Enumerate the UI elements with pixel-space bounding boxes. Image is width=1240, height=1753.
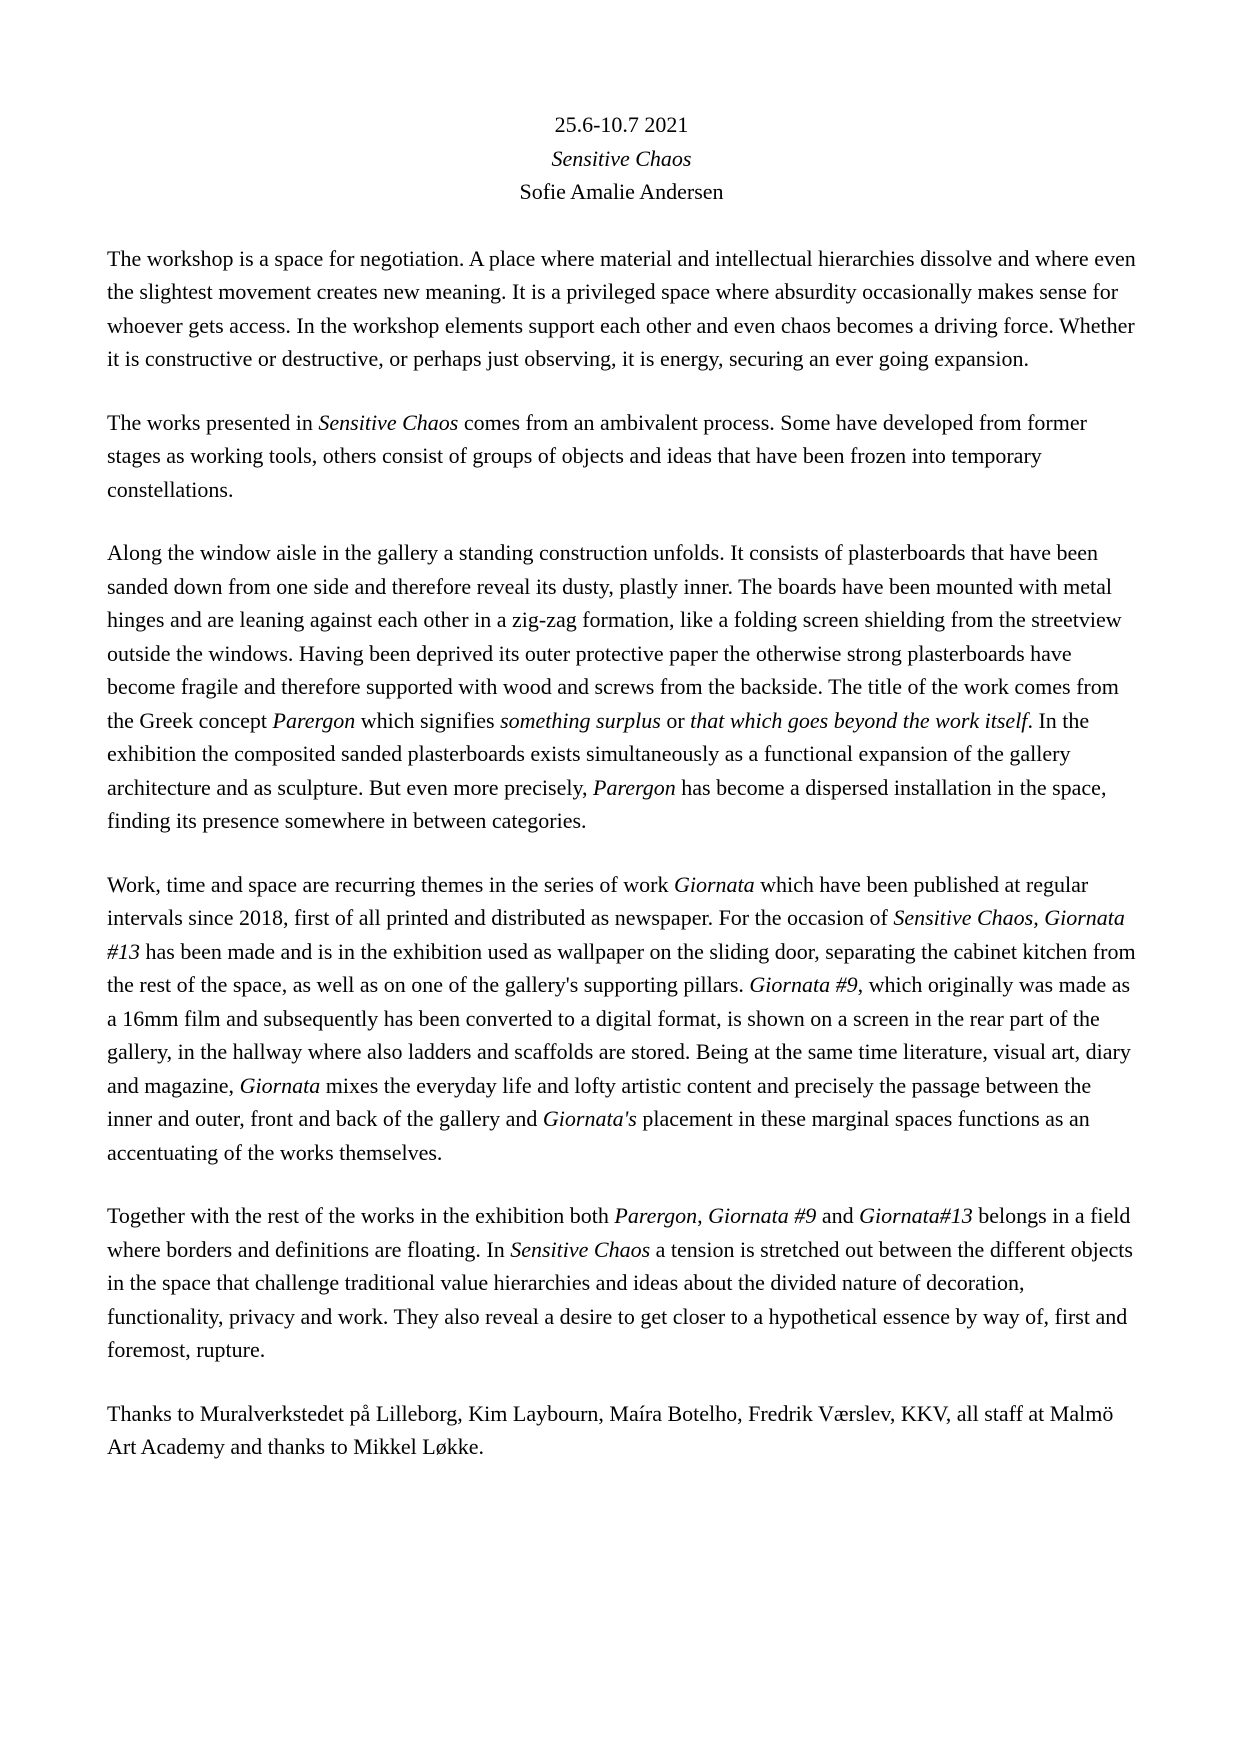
text-run: mixes the everyday life and lofty artistic content and precisely the passage between the inner and outer, front and back of the gallery and bbox=[107, 1072, 1092, 1131]
paragraph-works-presented bbox=[107, 406, 1136, 507]
text-run: placement in these marginal spaces functions as an accentuating of the works themselves. bbox=[107, 1106, 1090, 1165]
text-run: comes from an ambivalent process. Some have developed from former stages as working tools, others consist of groups of objects and ideas that have been frozen into temporary constellations. bbox=[107, 409, 1087, 502]
paragraph-exhibition-field bbox=[107, 1199, 1136, 1367]
italic-text-run: Giornata bbox=[673, 871, 755, 897]
text-run: . In the exhibition the composited sanded plasterboards exists simultaneously as a functional expansion of the gallery architecture and as sculpture. But even more precisely, bbox=[107, 707, 1090, 800]
text-run: has been made and is in the exhibition used as wallpaper on the sliding door, separating the cabinet kitchen from the rest of the space, as well as on one of the gallery's supporting pillars. bbox=[107, 938, 1136, 997]
italic-text-run: Giornata#13 bbox=[859, 1203, 973, 1228]
italic-text-run: Parergon bbox=[272, 707, 356, 733]
italic-text-run: Parergon bbox=[593, 774, 676, 800]
italic-text-run: Sensitive Chaos bbox=[510, 1236, 651, 1262]
italic-text-run: Giornata #9 bbox=[708, 1203, 817, 1228]
italic-text-run: Sensitive Chaos, Giornata #13 bbox=[107, 905, 1125, 964]
text-run: which signifies bbox=[355, 707, 501, 733]
italic-text-run: Giornata bbox=[239, 1072, 321, 1098]
text-run: , bbox=[697, 1203, 709, 1228]
text-run: Along the window aisle in the gallery a standing construction unfolds. It consists of plasterboards that have been sanded down from one side and therefore reveal its dusty, plastly inner. The boards have been mounted with metal hinges and are leaning against each other in a zig-zag formation, like a folding screen shielding from the streetview outside the windows. Having been deprived its outer protective paper the otherwise strong plasterboards have become fragile and therefore supported with wood and screws from the backside. The title of the work comes from the Greek concept bbox=[107, 540, 1122, 733]
exhibition-title: Sensitive Chaos bbox=[551, 145, 692, 171]
italic-text-run: Giornata's bbox=[542, 1106, 637, 1131]
document-header bbox=[107, 108, 1136, 209]
artist-name: Sofie Amalie Andersen bbox=[519, 179, 724, 204]
text-run: a tension is stretched out between the different objects in the space that challenge traditional value hierarchies and ideas about the divided nature of decoration, functionality, privacy and work. They also reveal a desire to get closer to a hypothetical essence by way of, first and foremost, rupture. bbox=[107, 1236, 1133, 1362]
italic-text-run: Parergon bbox=[614, 1203, 698, 1228]
paragraph-parergon bbox=[107, 536, 1136, 838]
italic-text-run: something surplus bbox=[500, 707, 661, 733]
italic-text-run: that which goes beyond the work itself bbox=[690, 707, 1028, 733]
paragraph-workshop bbox=[107, 242, 1136, 376]
text-run: The works presented in bbox=[107, 409, 319, 435]
italic-text-run: Sensitive Chaos bbox=[318, 409, 459, 435]
text-run: which have been published at regular intervals since 2018, first of all printed and distributed as newspaper. For the occasion of bbox=[107, 871, 1089, 930]
paragraph-giornata bbox=[107, 868, 1136, 1170]
text-run: , which originally was made as a 16mm film and subsequently has been converted to a digital format, is shown on a screen in the rear part of the gallery, in the hallway where also ladders and scaffolds are stored. Being at the same time literature, visual art, diary and magazine, bbox=[107, 972, 1131, 1098]
italic-text-run: Giornata #9 bbox=[749, 972, 858, 997]
text-run: Thanks to Muralverkstedet på Lilleborg, Kim Laybourn, Maíra Botelho, Fredrik Værslev, KKV, all staff at Malmö Art Academy and thanks to Mikkel Løkke. bbox=[107, 1400, 1114, 1459]
text-run: belongs in a field where borders and definitions are floating. In bbox=[107, 1203, 1131, 1262]
text-run: or bbox=[660, 707, 691, 733]
text-run: Work, time and space are recurring themes in the series of work bbox=[107, 871, 674, 897]
text-run: and bbox=[816, 1203, 860, 1228]
paragraph-thanks bbox=[107, 1397, 1136, 1464]
text-run: The workshop is a space for negotiation. A place where material and intellectual hierarchies dissolve and where even the slightest movement creates new meaning. It is a privileged space where absurdity occasionally makes sense for whoever gets access. In the workshop elements support each other and even chaos becomes a driving force. Whether it is constructive or destructive, or perhaps just observing, it is energy, securing an ever going expansion. bbox=[107, 245, 1136, 371]
exhibition-date-range: 25.6-10.7 2021 bbox=[554, 112, 689, 137]
text-run: has become a dispersed installation in the space, finding its presence somewhere in between categories. bbox=[107, 774, 1107, 833]
document-body bbox=[107, 242, 1136, 1464]
text-run: Together with the rest of the works in the exhibition both bbox=[107, 1203, 615, 1228]
